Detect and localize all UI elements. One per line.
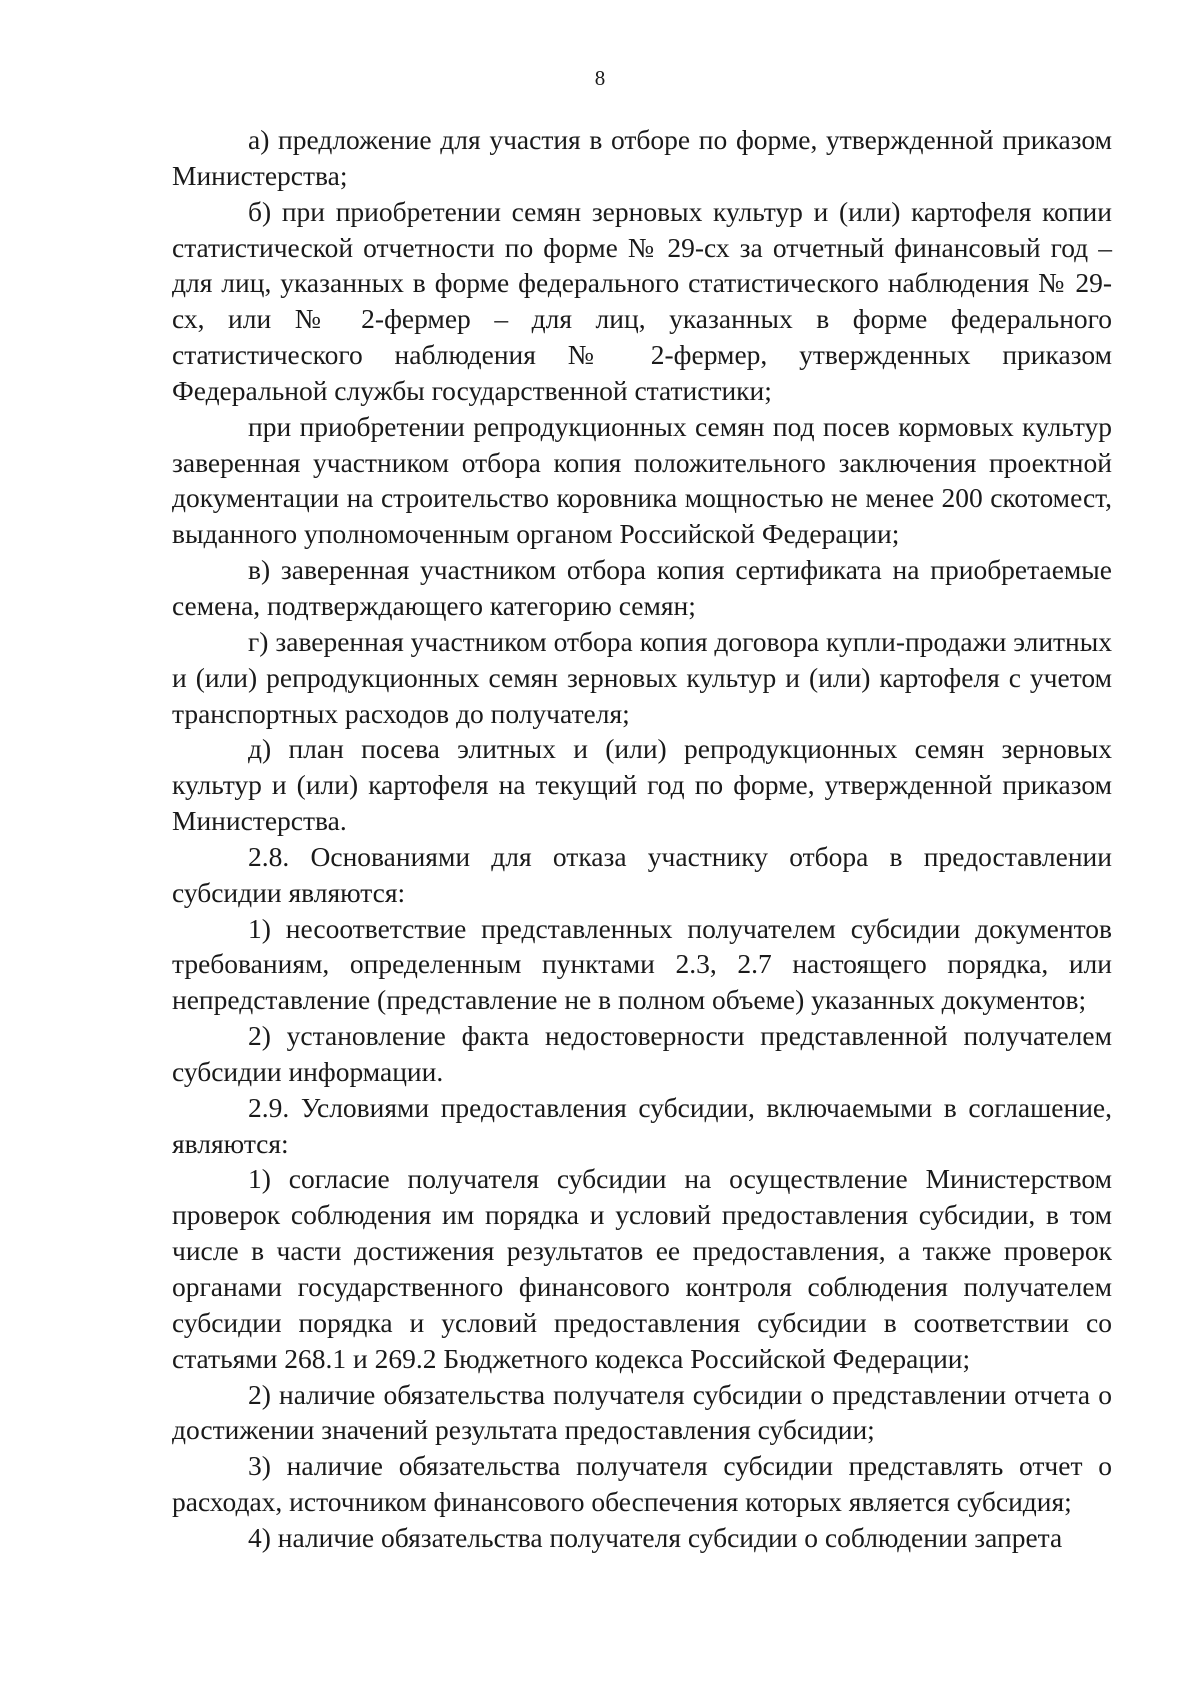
- paragraph-a-offer: а) предложение для участия в отборе по форме, утвержденной приказом Министерства;: [172, 124, 1112, 191]
- paragraph-b-statistics: б) при приобретении семян зерновых культур и (или) картофеля копии статистической отчетности по форме № 29-сх за отчетный финансовый год – для лиц, указанных в форме федерального статистического наблюдения № 29-сх, или № 2-фермер – для лиц, указанных в форме федерального статистического наблюдения № 2-фермер, утвержденных приказом Федеральной службы государственной статистики;: [172, 195, 1112, 406]
- paragraph-2-9-item-3: 3) наличие обязательства получателя субсидии представлять отчет о расходах, источником финансового обеспечения которых является субсидия;: [172, 1450, 1112, 1518]
- paragraph-2-9-item-4: 4) наличие обязательства получателя субсидии о соблюдении запрета: [248, 1521, 1063, 1553]
- paragraph-g-contract: г) заверенная участником отбора копия договора купли-продажи элитных и (или) репродукционных семян зерновых культур и (или) картофеля с учетом транспортных расходов до получателя;: [172, 625, 1112, 729]
- paragraph-d-sowing-plan: д) план посева элитных и (или) репродукционных семян зерновых культур и (или) картофеля на текущий год по форме, утвержденной приказом Министерства.: [172, 733, 1112, 837]
- paragraph-2-8-item-1: 1) несоответствие представленных получателем субсидии документов требованиям, определенным пунктами 2.3, 2.7 настоящего порядка, или непредставление (представление не в полном объеме) указанных документов;: [172, 912, 1112, 1016]
- paragraph-v-certificate: в) заверенная участником отбора копия сертификата на приобретаемые семена, подтверждающего категорию семян;: [172, 554, 1112, 621]
- paragraph-fodder-seeds: при приобретении репродукционных семян под посев кормовых культур заверенная участником отбора копия положительного заключения проектной документации на строительство коровника мощностью не менее 200 скотомест, выданного уполномоченным органом Российской Федерации;: [172, 410, 1112, 550]
- section-2-9-heading: 2.9. Условиями предоставления субсидии, включаемыми в соглашение, являются:: [172, 1091, 1112, 1159]
- page-number: 8: [594, 66, 606, 90]
- document-body: [172, 122, 1112, 1556]
- paragraph-2-9-item-1: 1) согласие получателя субсидии на осуществление Министерством проверок соблюдения им порядка и условий предоставления субсидии, в том числе в части достижения результатов ее предоставления, а также проверок органами государственного финансового контроля соблюдения получателем субсидии порядка и условий предоставления субсидии в соответствии со статьями 268.1 и 269.2 Бюджетного кодекса Российской Федерации;: [172, 1163, 1112, 1374]
- section-2-8-heading: 2.8. Основаниями для отказа участнику отбора в предоставлении субсидии являются:: [172, 840, 1112, 908]
- paragraph-2-9-item-2: 2) наличие обязательства получателя субсидии о представлении отчета о достижении значений результата предоставления субсидии;: [172, 1378, 1112, 1446]
- paragraph-2-8-item-2: 2) установление факта недостоверности представленной получателем субсидии информации.: [172, 1020, 1112, 1087]
